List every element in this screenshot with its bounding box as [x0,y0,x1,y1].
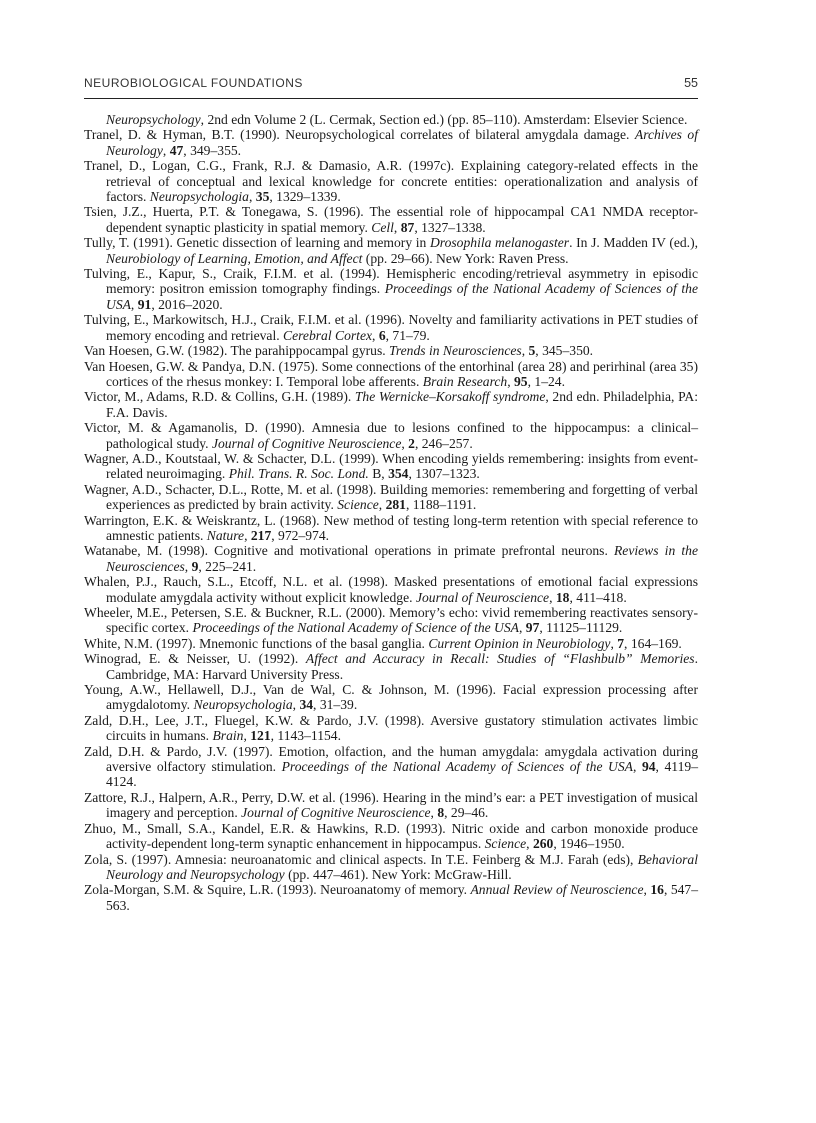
reference-title: Proceedings of the National Academy of Sciences of the USA [281,759,633,775]
reference-volume: 354 [388,466,409,482]
reference-text: , [243,728,251,744]
reference-entry [84,451,698,482]
reference-text: , 31–39. [313,697,358,713]
reference-entry [84,312,698,343]
reference-text: , 2nd edn. Philadelphia, PA: F.A. Davis. [106,389,698,420]
reference-entry [84,543,698,574]
reference-entry [84,574,698,605]
reference-entry [84,420,698,451]
reference-title: Brain Research [422,373,508,389]
reference-volume: 87 [400,219,415,235]
reference-entry [84,112,698,127]
reference-text: , 1188–1191. [405,497,477,513]
reference-text: Tully, T. (1991). Genetic dissection of learning and memory in [84,235,430,251]
reference-volume: 95 [514,373,528,389]
reference-title: Journal of Cognitive Neuroscience [241,805,431,821]
reference-entry [84,852,698,883]
reference-text: , [184,558,192,574]
reference-text: , 1307–1323. [408,466,480,482]
reference-entry [84,790,698,821]
reference-text: Tranel, D., Logan, C.G., Frank, R.J. & Damasio, A.R. (1997c). Explaining category-related effects in the retrieval of conceptual and lexical knowledge for concrete entities: operationalization and analysis of factors. [84,158,698,205]
reference-text: , [643,882,651,898]
reference-text: , [162,142,170,158]
reference-title: Proceedings of the National Academy of Sciences of the USA [106,281,698,312]
reference-text: , 411–418. [569,589,627,605]
reference-volume: 2 [408,435,415,451]
reference-text: Van Hoesen, G.W. & Pandya, D.N. (1975). Some connections of the entorhinal (area 28) and perirhinal (area 35) cortices of the rhesus monkey: I. Temporal lobe afferents. [84,358,698,389]
reference-text: Wheeler, M.E., Petersen, S.E. & Buckner, R.L. (2000). Memory’s echo: vivid remembering reactivates sensory-specific cortex. [84,605,698,636]
reference-volume: 16 [650,882,664,898]
reference-text: Zola-Morgan, S.M. & Squire, L.R. (1993). Neuroanatomy of memory. [84,882,471,898]
reference-volume: 281 [385,497,406,513]
reference-entry [84,158,698,204]
reference-entry [84,605,698,636]
reference-text: , 2016–2020. [151,296,223,312]
reference-volume: 34 [299,697,314,713]
reference-title: Neuropsychologia [193,697,293,713]
reference-text: , [632,759,642,775]
reference-text: , [507,373,514,389]
reference-text: Wagner, A.D., Schacter, D.L., Rotte, M. et al. (1998). Building memories: remembering and forgetting of verbal experiences as predicted by brain activity. [84,481,698,513]
reference-text: . In J. Madden IV (ed.), [569,235,698,251]
page-header [84,76,698,98]
reference-text: , 4119–4124. [106,759,698,790]
reference-entry [84,127,698,158]
reference-entry [84,266,698,312]
running-head: NEUROBIOLOGICAL FOUNDATIONS [84,76,303,90]
reference-title: Journal of Cognitive Neuroscience [211,435,402,451]
reference-text: , 71–79. [385,327,430,343]
reference-title: Neuropsychologia [149,189,249,205]
reference-text: , [521,343,529,359]
reference-volume: 94 [641,759,656,775]
reference-title: Neuropsychology [106,112,201,127]
reference-text: (pp. 29–66). New York: Raven Press. [362,250,569,266]
reference-text: Zald, D.H. & Pardo, J.V. (1997). Emotion, olfaction, and the human amygdala: amygdala activation during aversive olfactory stimulation. [84,743,698,775]
reference-volume: 5 [528,343,536,359]
reference-text: , 1327–1338. [414,219,486,235]
reference-text: Victor, M., Adams, R.D. & Collins, G.H. (1989). [84,389,355,405]
reference-text: , [393,219,401,235]
reference-text: , [372,327,379,343]
reference-text: , [401,435,409,451]
reference-volume: 7 [617,635,625,651]
reference-title: Brain [212,728,244,744]
reference-text: . Cambridge, MA: Harvard University Press. [106,651,698,682]
reference-volume: 260 [532,836,554,852]
reference-volume: 91 [137,296,152,312]
reference-text: , 29–46. [444,805,489,821]
reference-volume: 217 [250,527,272,543]
reference-text: , [430,805,438,821]
reference-text: B, [368,466,389,482]
reference-volume: 97 [525,620,540,636]
reference-volume: 6 [378,327,386,343]
reference-entry [84,513,698,544]
reference-title: Phil. Trans. R. Soc. Lond. [228,466,369,482]
reference-entry [84,343,698,358]
reference-title: Cell [371,219,394,235]
reference-text: , [130,296,138,312]
reference-entry [84,713,698,744]
reference-title: Archives of Neurology [106,127,699,158]
reference-text: Zhuo, M., Small, S.A., Kandel, E.R. & Hawkins, R.D. (1993). Nitric oxide and carbon monoxide produce activity-dependent long-term synaptic enhancement in hippocampus. [84,820,698,852]
reference-text: , 246–257. [414,435,473,451]
reference-text: Whalen, P.J., Rauch, S.L., Etcoff, N.L. et al. (1998). Masked presentations of emotional facial expressions modulate amygdala activity without explicit knowledge. [84,574,698,605]
reference-text: Warrington, E.K. & Weiskrantz, L. (1968). New method of testing long-term retention with special reference to amnestic patients. [84,512,698,543]
reference-entry [84,744,698,790]
reference-title: Nature [206,527,245,543]
reference-text: , [610,635,618,651]
reference-text: , 1329–1339. [269,189,341,205]
reference-text: Tsien, J.Z., Huerta, P.T. & Tonegawa, S. (1996). The essential role of hippocampal CA1 NMDA receptor-dependent synaptic plasticity in spatial memory. [84,204,698,235]
reference-entry [84,821,698,852]
reference-entry [84,204,698,235]
header-rule [84,98,698,99]
reference-title: Neurobiology of Learning, Emotion, and Affect [106,250,363,266]
reference-text: Zola, S. (1997). Amnesia: neuroanatomic and clinical aspects. In T.E. Feinberg & M.J. Farah (eds), [84,851,638,867]
reference-text: , 1143–1154. [270,728,341,744]
reference-text: , 349–355. [183,142,242,158]
reference-title: Journal of Neuroscience [415,589,550,605]
reference-volume: 9 [191,558,199,574]
reference-text: , 972–974. [271,527,330,543]
reference-text: , 11125–11129. [539,620,623,636]
reference-entry [84,682,698,713]
reference-text: , 1–24. [527,373,565,389]
reference-title: The Wernicke–Korsakoff syndrome [354,389,546,405]
reference-title: Cerebral Cortex [283,327,373,343]
reference-text: (pp. 447–461). New York: McGraw-Hill. [284,866,512,882]
reference-volume: 121 [250,728,271,744]
reference-text: , 225–241. [198,558,257,574]
reference-text: Zald, D.H., Lee, J.T., Fluegel, K.W. & Pardo, J.V. (1998). Aversive gustatory stimulation activates limbic circuits in humans. [84,712,698,744]
reference-volume: 47 [169,142,184,158]
reference-text: White, N.M. (1997). Mnemonic functions of the basal ganglia. [84,635,429,651]
reference-title: Annual Review of Neuroscience [470,882,644,898]
reference-text: , [518,620,526,636]
reference-entry [84,359,698,390]
reference-title: Science [337,497,379,513]
reference-text: Tranel, D. & Hyman, B.T. (1990). Neuropsychological correlates of bilateral amygdala damage. [84,127,635,143]
reference-text: Watanabe, M. (1998). Cognitive and motivational operations in primate prefrontal neurons. [84,543,614,559]
reference-text: , [244,527,251,543]
reference-text: , 547–563. [106,882,699,913]
reference-volume: 35 [255,189,270,205]
reference-volume: 8 [437,805,445,821]
reference-entry [84,651,698,682]
reference-text: Tulving, E., Kapur, S., Craik, F.I.M. et al. (1994). Hemispheric encoding/retrieval asymmetry in episodic memory: positron emission tomography findings. [84,266,698,297]
reference-text: , 1946–1950. [553,836,625,852]
reference-volume: 18 [555,589,570,605]
reference-list [84,112,698,913]
reference-title: Behavioral Neurology and Neuropsychology [106,851,698,882]
reference-title: Current Opinion in Neurobiology [428,635,611,651]
reference-entry [84,882,698,913]
reference-title: Science [484,836,527,852]
reference-title: Proceedings of the National Academy of Science of the USA [192,620,519,636]
reference-text: Winograd, E. & Neisser, U. (1992). [84,651,306,667]
reference-title: Affect and Accuracy in Recall: Studies of “Flashbulb” Memories [305,651,695,667]
reference-title: Reviews in the Neurosciences [106,543,698,574]
reference-title: Drosophila melanogaster [429,235,570,251]
reference-text: , 2nd edn Volume 2 (L. Cermak, Section ed.) (pp. 85–110). Amsterdam: Elsevier Science. [200,112,688,127]
reference-text: Zattore, R.J., Halpern, A.R., Perry, D.W. et al. (1996). Hearing in the mind’s ear: a PET investigation of musical imagery and perception. [84,789,698,821]
reference-text: Victor, M. & Agamanolis, D. (1990). Amnesia due to lesions confined to the hippocampus: a clinical–pathological study. [84,420,698,451]
reference-text: , [549,589,556,605]
reference-entry [84,482,698,513]
reference-text: , [526,836,533,852]
reference-text: , [378,497,386,513]
reference-text: , [248,189,256,205]
reference-text: Tulving, E., Markowitsch, H.J., Craik, F.I.M. et al. (1996). Novelty and familiarity activations in PET studies of memory encoding and retrieval. [84,312,698,343]
reference-entry [84,235,698,266]
reference-text: , [292,697,300,713]
reference-text: Wagner, A.D., Koutstaal, W. & Schacter, D.L. (1999). When encoding yields remembering: insights from event-related neuroimaging. [84,450,698,482]
reference-text: , 164–169. [624,635,682,651]
reference-entry [84,636,698,651]
page-number: 55 [684,76,698,90]
reference-entry [84,389,698,420]
reference-title: Trends in Neurosciences [389,343,522,359]
reference-text: Young, A.W., Hellawell, D.J., Van de Wal, C. & Johnson, M. (1996). Facial expression processing after amygdalotomy. [84,682,698,713]
reference-text: Van Hoesen, G.W. (1982). The parahippocampal gyrus. [84,343,390,359]
reference-text: , 345–350. [535,343,594,359]
